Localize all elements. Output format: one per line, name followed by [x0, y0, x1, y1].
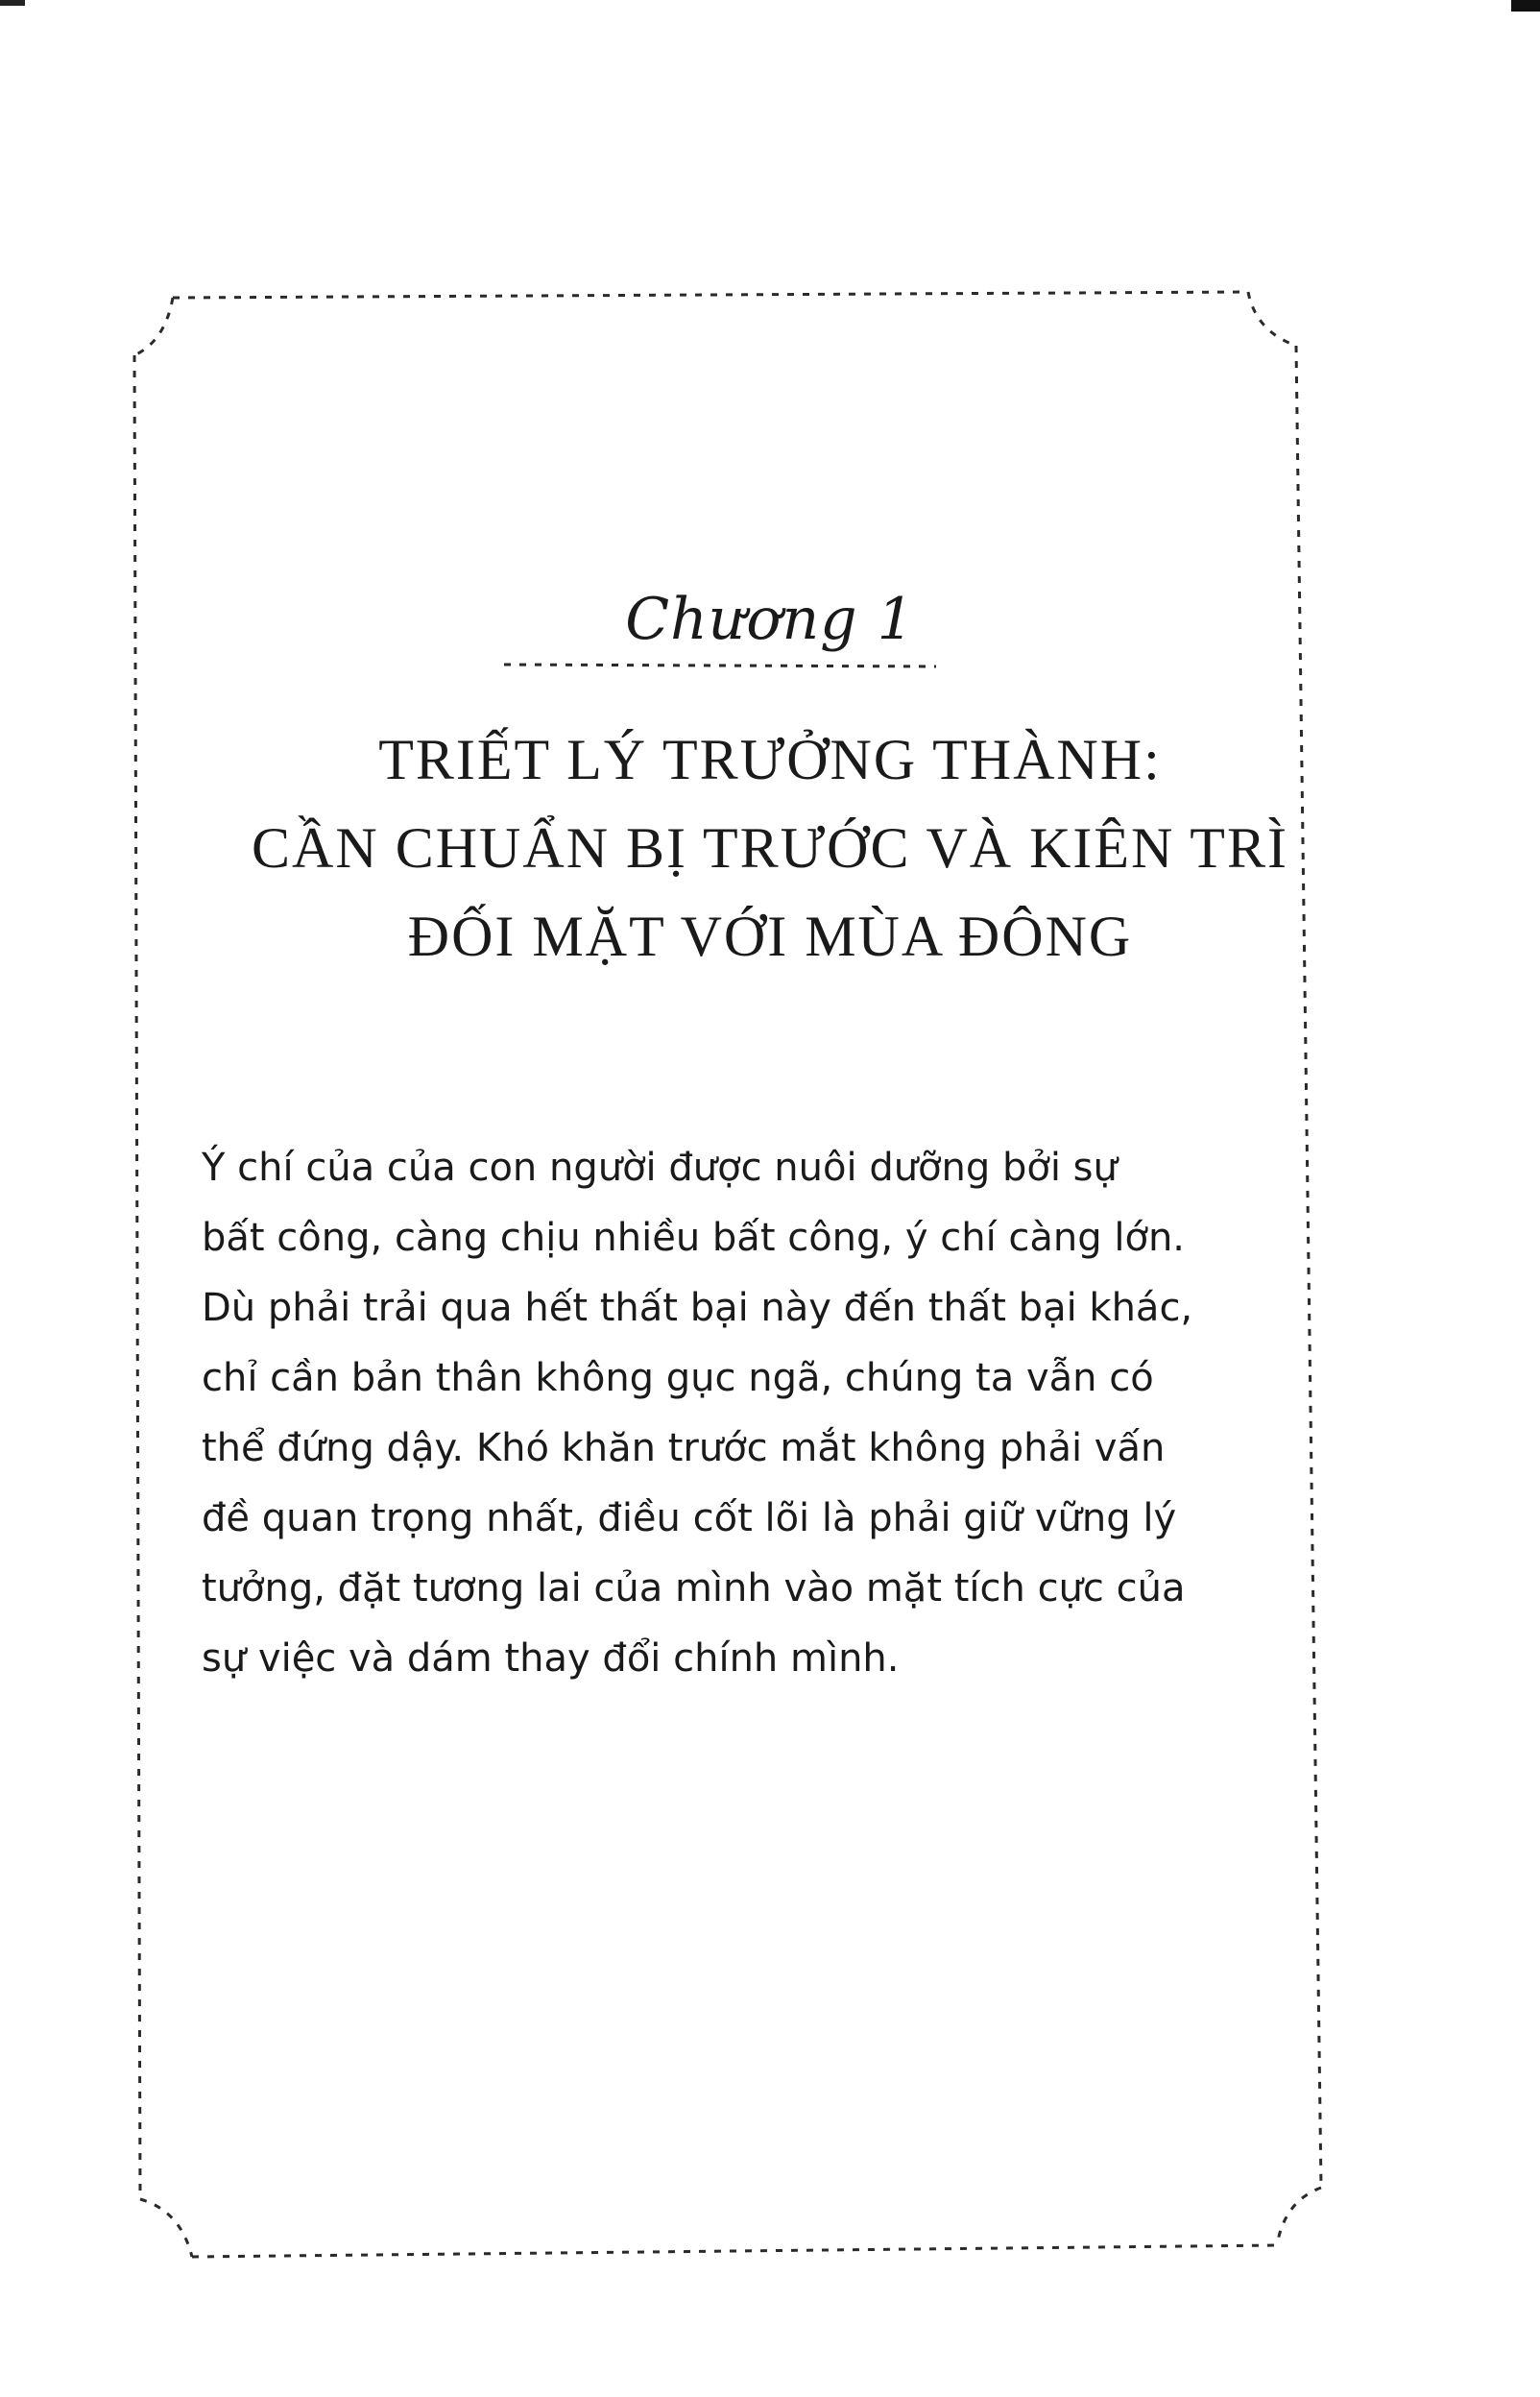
frame-corner-top-left [134, 298, 173, 355]
epigraph-line: Ý chí của của con người được nuôi dưỡng bởi sự [202, 1146, 1118, 1190]
chapter-title-line: TRIẾT LÝ TRƯỞNG THÀNH: [378, 728, 1162, 791]
epigraph-line: tưởng, đặt tương lai của mình vào mặt tích cực của [202, 1566, 1186, 1610]
epigraph-line: Dù phải trải qua hết thất bại này đến thất bại khác, [202, 1286, 1193, 1330]
chapter-label: Chương 1 [625, 586, 915, 653]
frame-corner-top-right [1248, 292, 1296, 346]
epigraph-line: đề quan trọng nhất, điều cốt lõi là phải giữ vững lý [202, 1496, 1177, 1540]
frame-corner-bottom-right [1277, 2188, 1321, 2245]
epigraph-line: bất công, càng chịu nhiều bất công, ý chí càng lớn. [202, 1216, 1186, 1260]
epigraph-line: sự việc và dám thay đổi chính mình. [202, 1636, 900, 1681]
epigraph-line: chỉ cần bản thân không gục ngã, chúng ta vẫn có [202, 1356, 1154, 1400]
epigraph-line: thể đứng dậy. Khó khăn trước mắt không phải vấn [202, 1426, 1166, 1470]
frame-top-edge [173, 292, 1248, 298]
chapter-title-line: ĐỐI MẶT VỚI MÙA ĐÔNG [407, 905, 1133, 968]
chapter-title-line: CẦN CHUẨN BỊ TRƯỚC VÀ KIÊN TRÌ [252, 816, 1288, 880]
epigraph-paragraph [202, 1133, 1287, 1694]
frame-bottom-edge [192, 2245, 1277, 2257]
chapter-title [0, 715, 1540, 981]
chapter-divider [504, 665, 936, 666]
frame-corner-bottom-left [140, 2199, 192, 2257]
